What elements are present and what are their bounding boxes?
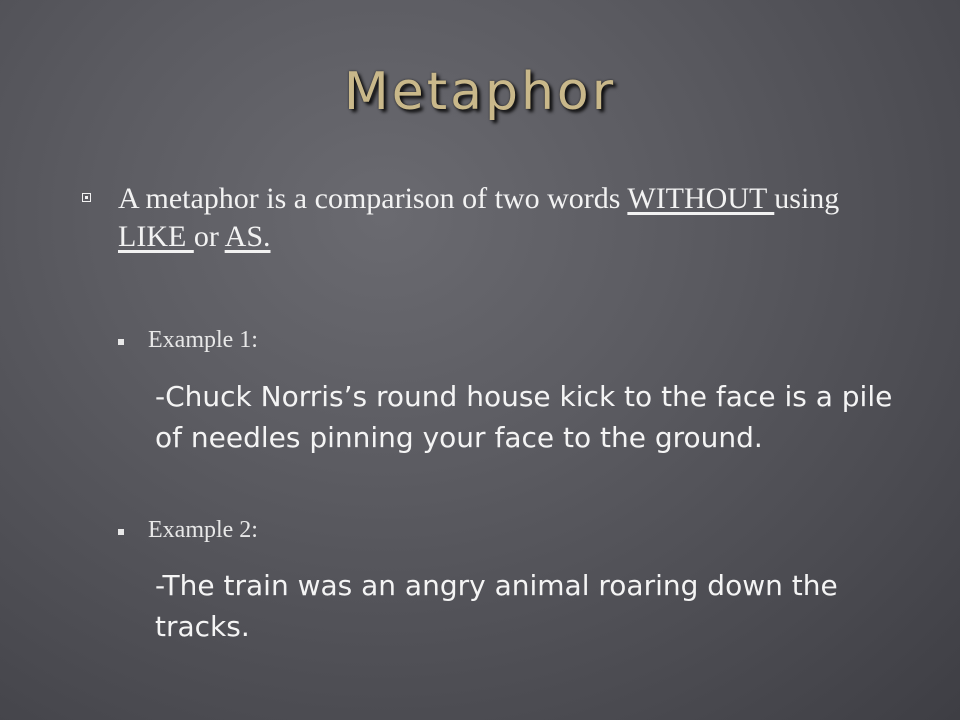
filled-square-bullet-icon	[118, 339, 124, 345]
definition-bullet	[82, 180, 862, 256]
example-2-label: Example 2:	[148, 517, 258, 543]
example-1-text: -Chuck Norris’s round house kick to the face is a pile of needles pinning your face to the ground.	[155, 380, 893, 454]
example-1-label: Example 1:	[148, 327, 258, 353]
definition-part3: or	[193, 220, 225, 253]
as-word: AS.	[224, 220, 271, 253]
like-word: LIKE	[118, 220, 194, 253]
square-bullet-icon	[82, 193, 91, 202]
definition-text	[118, 180, 862, 256]
definition-part2: using	[774, 182, 840, 215]
slide-title: Metaphor	[343, 62, 617, 122]
definition-part1: A metaphor is a comparison of two words	[118, 182, 628, 215]
without-word: WITHOUT	[627, 182, 775, 215]
example-1-bullet	[118, 327, 258, 354]
example-2-text: -The train was an angry animal roaring down the tracks.	[155, 569, 838, 643]
example-2-bullet	[118, 517, 258, 544]
filled-square-bullet-icon	[118, 529, 124, 535]
